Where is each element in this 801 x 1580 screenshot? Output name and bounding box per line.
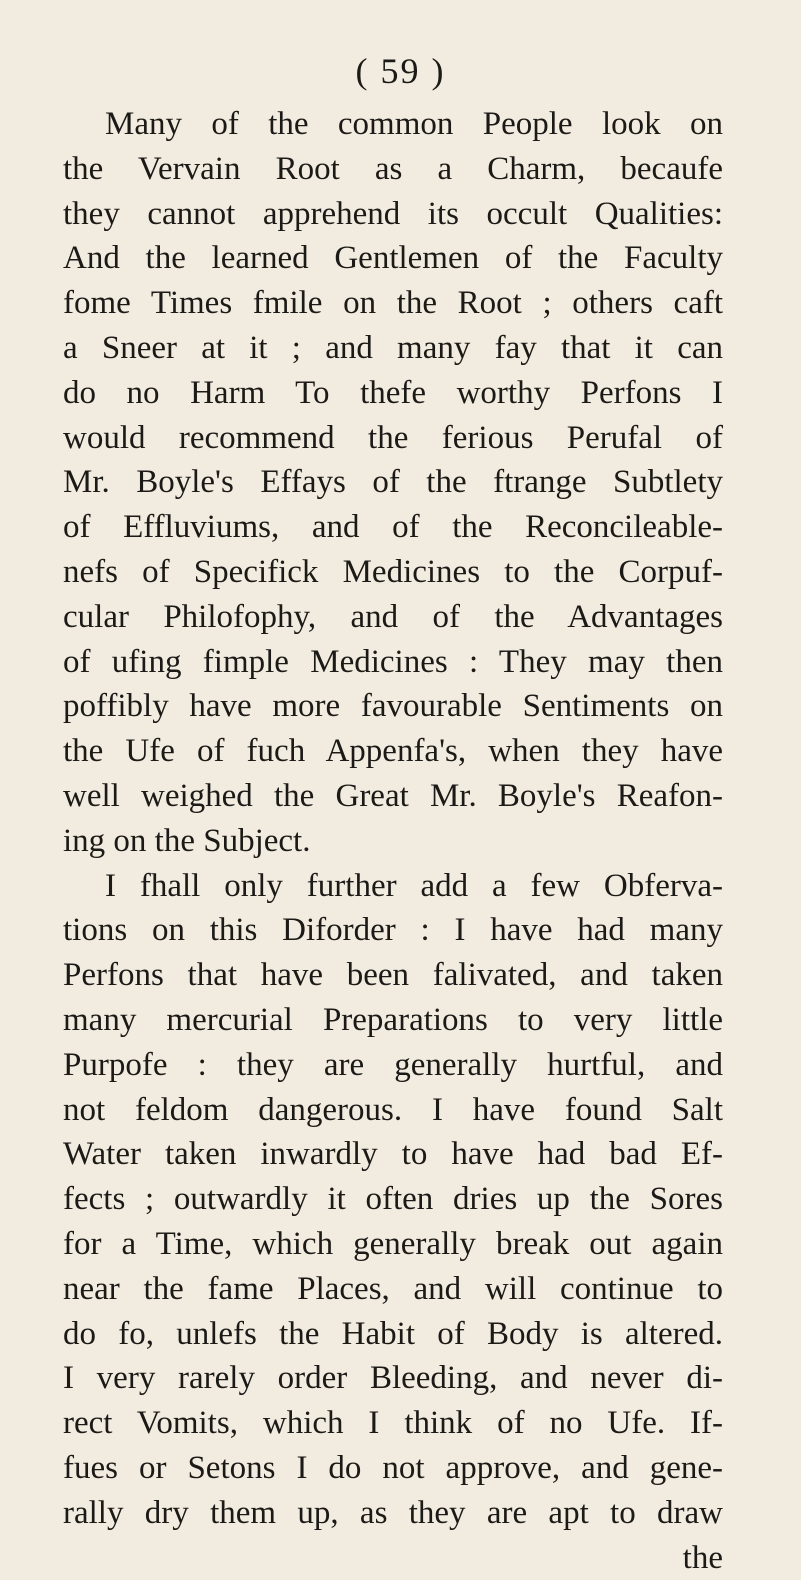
text-line: poffibly have more favourable Sentiments on — [63, 684, 723, 729]
text-line: rect Vomits, which I think of no Ufe. If- — [63, 1401, 723, 1446]
catchword: the — [63, 1536, 723, 1580]
text-line: Water taken inwardly to have had bad Ef- — [63, 1132, 723, 1177]
text-line: well weighed the Great Mr. Boyle's Reafon- — [63, 774, 723, 819]
text-line: And the learned Gentlemen of the Faculty — [63, 236, 723, 281]
text-line: they cannot apprehend its occult Qualities: — [63, 192, 723, 237]
text-line: ing on the Subject. — [63, 819, 723, 864]
text-line: cular Philofophy, and of the Advantages — [63, 595, 723, 640]
text-line: do no Harm To thefe worthy Perfons I — [63, 371, 723, 416]
text-line: near the fame Places, and will continue to — [63, 1267, 723, 1312]
text-line: tions on this Diforder : I have had many — [63, 908, 723, 953]
text-line: fome Times fmile on the Root ; others caft — [63, 281, 723, 326]
text-line: Purpofe : they are generally hurtful, and — [63, 1043, 723, 1088]
text-line: a Sneer at it ; and many fay that it can — [63, 326, 723, 371]
text-line: of ufing fimple Medicines : They may then — [63, 640, 723, 685]
text-line: rally dry them up, as they are apt to draw — [63, 1491, 723, 1536]
text-line: Many of the common People look on — [63, 102, 723, 147]
text-line: for a Time, which generally break out again — [63, 1222, 723, 1267]
text-line: would recommend the ferious Perufal of — [63, 416, 723, 461]
text-line: the Vervain Root as a Charm, becaufe — [63, 147, 723, 192]
text-line: the Ufe of fuch Appenfa's, when they have — [63, 729, 723, 774]
text-line: fects ; outwardly it often dries up the Sores — [63, 1177, 723, 1222]
text-line: not feldom dangerous. I have found Salt — [63, 1088, 723, 1133]
body-text — [63, 102, 723, 1580]
page-number: ( 59 ) — [0, 50, 801, 92]
text-line: Perfons that have been falivated, and taken — [63, 953, 723, 998]
text-line: fues or Setons I do not approve, and gene- — [63, 1446, 723, 1491]
text-line: I very rarely order Bleeding, and never di- — [63, 1356, 723, 1401]
text-line: many mercurial Preparations to very little — [63, 998, 723, 1043]
text-line: I fhall only further add a few Obferva- — [63, 864, 723, 909]
text-line: of Effluviums, and of the Reconcileable- — [63, 505, 723, 550]
text-line: nefs of Specifick Medicines to the Corpuf- — [63, 550, 723, 595]
text-line: do fo, unlefs the Habit of Body is altered. — [63, 1312, 723, 1357]
text-line: Mr. Boyle's Effays of the ftrange Subtlety — [63, 460, 723, 505]
